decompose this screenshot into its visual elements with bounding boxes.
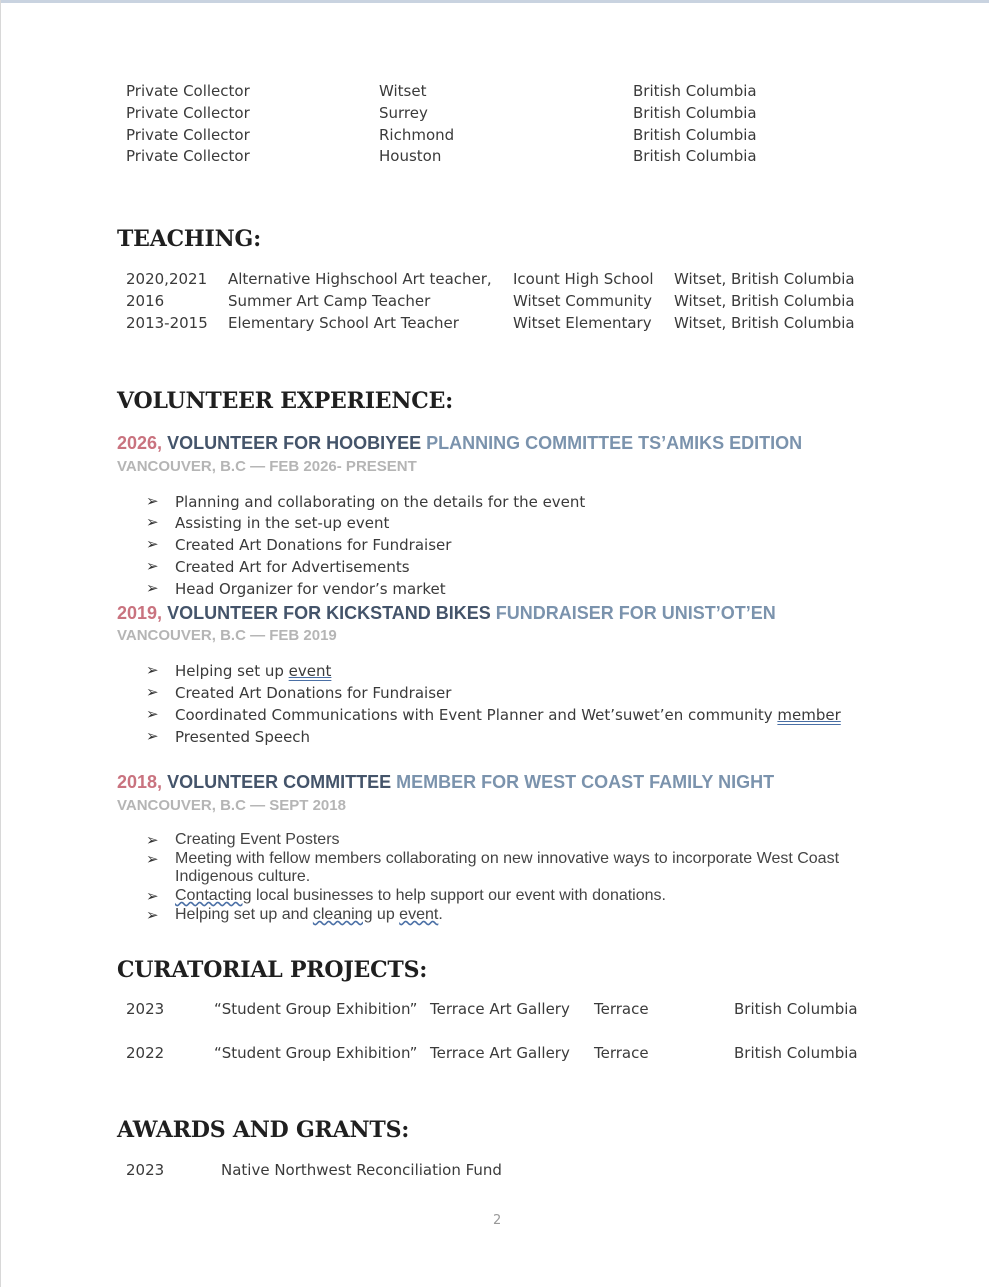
teaching-place: Witset, British Columbia <box>674 270 855 288</box>
collector-province: British Columbia <box>633 126 757 144</box>
teaching-role: Elementary School Art Teacher <box>228 314 459 332</box>
list-item: Creating Event Posters <box>175 831 340 848</box>
arrow-bullet-icon: ➢ <box>146 831 159 849</box>
grammar-flagged-word: event <box>288 662 332 680</box>
arrow-bullet-icon: ➢ <box>146 727 159 745</box>
volunteer-title-dark: VOLUNTEER FOR KICKSTAND BIKES <box>167 603 491 623</box>
list-item <box>175 706 841 724</box>
top-border <box>0 0 989 3</box>
collector-province: British Columbia <box>633 104 757 122</box>
teaching-role: Summer Art Camp Teacher <box>228 292 431 310</box>
arrow-bullet-icon: ➢ <box>146 535 159 553</box>
collector-province: British Columbia <box>633 82 757 100</box>
spelling-flagged-word: event <box>399 906 439 923</box>
list-item-continuation: Indigenous culture. <box>175 868 311 885</box>
list-item: Created Art Donations for Fundraiser <box>175 536 452 554</box>
curatorial-title: “Student Group Exhibition” <box>214 1044 418 1062</box>
teaching-role: Alternative Highschool Art teacher, <box>228 270 492 288</box>
volunteer-entry-title <box>117 433 802 454</box>
list-item-text: . <box>438 906 443 923</box>
list-item <box>175 906 443 924</box>
volunteer-title-light: PLANNING COMMITTEE TS’AMIKS EDITION <box>426 433 803 453</box>
arrow-bullet-icon: ➢ <box>146 683 159 701</box>
award-year: 2023 <box>126 1161 165 1179</box>
curatorial-year: 2023 <box>126 1000 165 1018</box>
volunteer-entry-title <box>117 603 776 624</box>
volunteer-location-date: VANCOUVER, B.C — SEPT 2018 <box>117 797 346 814</box>
teaching-place: Witset, British Columbia <box>674 292 855 310</box>
curatorial-province: British Columbia <box>734 1044 858 1062</box>
list-item: Created Art Donations for Fundraiser <box>175 684 452 702</box>
award-name: Native Northwest Reconciliation Fund <box>221 1161 502 1179</box>
arrow-bullet-icon: ➢ <box>146 850 159 868</box>
teaching-place: Witset, British Columbia <box>674 314 855 332</box>
volunteer-comma: , <box>157 772 163 792</box>
volunteer-title-dark: VOLUNTEER FOR HOOBIYEE <box>167 433 422 453</box>
arrow-bullet-icon: ➢ <box>146 513 159 531</box>
collector-name: Private Collector <box>126 82 250 100</box>
arrow-bullet-icon: ➢ <box>146 906 159 924</box>
volunteer-title-light: FUNDRAISER FOR UNIST’OT’EN <box>495 603 776 623</box>
volunteer-title-light: MEMBER FOR WEST COAST FAMILY NIGHT <box>396 772 775 792</box>
curatorial-city: Terrace <box>594 1000 649 1018</box>
awards-heading: AWARDS AND GRANTS: <box>117 1117 410 1143</box>
grammar-flagged-word: member <box>777 706 841 724</box>
list-item-text: up <box>372 906 400 923</box>
volunteer-year: 2026 <box>117 433 158 453</box>
curatorial-title: “Student Group Exhibition” <box>214 1000 418 1018</box>
volunteer-heading: VOLUNTEER EXPERIENCE: <box>117 388 454 414</box>
collector-city: Houston <box>379 147 442 165</box>
list-item-text: Helping set up <box>175 662 289 680</box>
list-item: Created Art for Advertisements <box>175 558 410 576</box>
collector-name: Private Collector <box>126 104 250 122</box>
collector-name: Private Collector <box>126 126 250 144</box>
list-item-text: Helping set up and <box>175 906 313 923</box>
arrow-bullet-icon: ➢ <box>146 557 159 575</box>
collector-city: Witset <box>379 82 427 100</box>
list-item <box>175 662 331 680</box>
volunteer-title-dark: VOLUNTEER COMMITTEE <box>167 772 392 792</box>
list-item: Assisting in the set-up event <box>175 514 390 532</box>
teaching-heading: TEACHING: <box>117 226 262 252</box>
page-left-edge <box>0 0 1 1287</box>
arrow-bullet-icon: ➢ <box>146 492 159 510</box>
volunteer-year: 2018 <box>117 772 158 792</box>
curatorial-year: 2022 <box>126 1044 165 1062</box>
collector-city: Richmond <box>379 126 455 144</box>
teaching-org: Icount High School <box>513 270 654 288</box>
collector-name: Private Collector <box>126 147 250 165</box>
spelling-flagged-word: Contacting <box>175 887 252 904</box>
list-item: Planning and collaborating on the details for the event <box>175 493 586 511</box>
list-item: Head Organizer for vendor’s market <box>175 580 446 598</box>
volunteer-comma: , <box>157 433 163 453</box>
arrow-bullet-icon: ➢ <box>146 887 159 905</box>
teaching-org: Witset Elementary <box>513 314 652 332</box>
volunteer-location-date: VANCOUVER, B.C — FEB 2026- PRESENT <box>117 458 417 475</box>
teaching-year: 2016 <box>126 292 165 310</box>
curatorial-city: Terrace <box>594 1044 649 1062</box>
volunteer-location-date: VANCOUVER, B.C — FEB 2019 <box>117 627 337 644</box>
arrow-bullet-icon: ➢ <box>146 705 159 723</box>
curatorial-heading: CURATORIAL PROJECTS: <box>117 957 428 983</box>
collector-province: British Columbia <box>633 147 757 165</box>
curatorial-venue: Terrace Art Gallery <box>430 1044 570 1062</box>
list-item <box>175 887 666 905</box>
list-item: Meeting with fellow members collaborating on new innovative ways to incorporate West Coast <box>175 850 840 867</box>
spelling-flagged-word: cleaning <box>312 906 373 923</box>
arrow-bullet-icon: ➢ <box>146 661 159 679</box>
list-item-text: local businesses to help support our event with donations. <box>251 887 666 904</box>
collector-city: Surrey <box>379 104 428 122</box>
volunteer-year: 2019 <box>117 603 158 623</box>
teaching-year: 2020,2021 <box>126 270 208 288</box>
list-item: Presented Speech <box>175 728 311 746</box>
teaching-org: Witset Community <box>513 292 653 310</box>
volunteer-entry-title <box>117 772 774 793</box>
curatorial-venue: Terrace Art Gallery <box>430 1000 570 1018</box>
teaching-year: 2013-2015 <box>126 314 208 332</box>
volunteer-comma: , <box>157 603 163 623</box>
arrow-bullet-icon: ➢ <box>146 579 159 597</box>
list-item-text: Coordinated Communications with Event Planner and Wet’suwet’en community <box>175 706 778 724</box>
curatorial-province: British Columbia <box>734 1000 858 1018</box>
page-number: 2 <box>493 1213 502 1228</box>
